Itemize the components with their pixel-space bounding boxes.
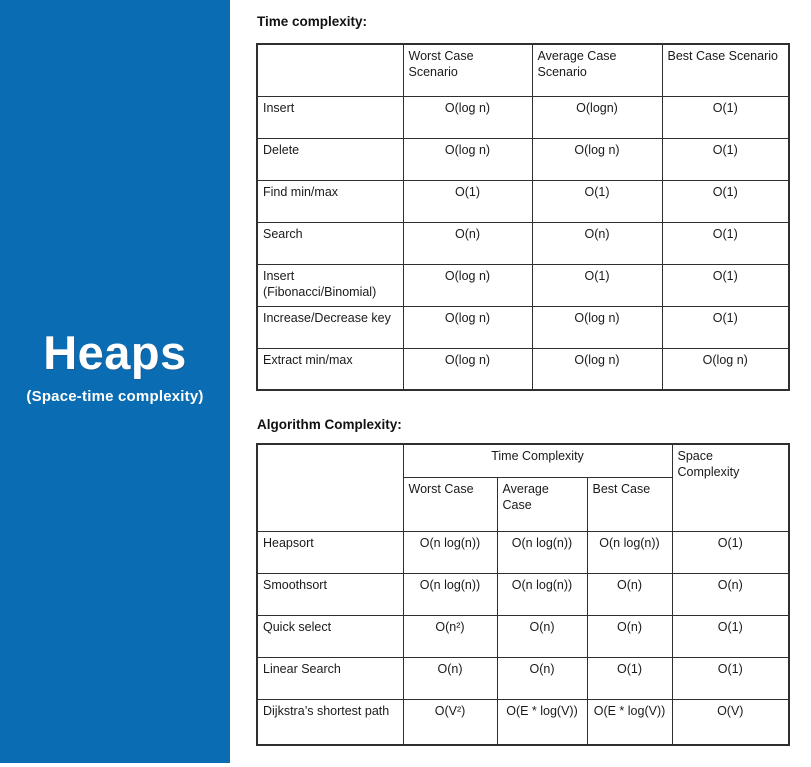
cell-value: O(1) xyxy=(672,657,789,699)
cell-value: O(n log(n)) xyxy=(497,531,587,573)
row-label: Quick select xyxy=(257,615,403,657)
cell-value: O(log n) xyxy=(403,138,532,180)
col-header-label: Average Case xyxy=(502,481,549,512)
col-header-average-case-scenario xyxy=(532,44,662,96)
cell-value: O(n) xyxy=(587,573,672,615)
cell-value: O(1) xyxy=(662,180,789,222)
table-row xyxy=(257,222,789,264)
col-group-time-complexity: Time Complexity xyxy=(403,444,672,477)
cell-value: O(log n) xyxy=(532,138,662,180)
table-row xyxy=(257,531,789,573)
group-header-row xyxy=(257,444,789,477)
cell-value: O(1) xyxy=(662,306,789,348)
col-header-best-case xyxy=(587,477,672,531)
sidebar-text-block xyxy=(0,328,230,405)
header-row xyxy=(257,44,789,96)
cell-value: O(n) xyxy=(403,657,497,699)
cell-value: O(n²) xyxy=(403,615,497,657)
cell-value: O(n log(n)) xyxy=(403,531,497,573)
algorithm-table-heading: Algorithm Complexity: xyxy=(257,417,402,432)
row-label: Search xyxy=(257,222,403,264)
row-label: Extract min/max xyxy=(257,348,403,390)
col-header-label: Space Complexity xyxy=(677,449,740,480)
row-label: Dijkstra’s shortest path xyxy=(257,699,403,745)
cell-value: O(1) xyxy=(662,138,789,180)
row-label: Insert xyxy=(257,96,403,138)
row-label: Insert (Fibonacci/Binomial) xyxy=(257,264,403,306)
cell-value: O(n) xyxy=(532,222,662,264)
cell-value: O(n log(n)) xyxy=(497,573,587,615)
table-row xyxy=(257,264,789,306)
cell-value: O(1) xyxy=(662,264,789,306)
row-label: Linear Search xyxy=(257,657,403,699)
cell-value: O(1) xyxy=(672,531,789,573)
cell-value: O(log n) xyxy=(662,348,789,390)
table-row xyxy=(257,573,789,615)
algorithm-complexity-table xyxy=(256,443,790,746)
cell-value: O(n) xyxy=(497,615,587,657)
cell-value: O(1) xyxy=(672,615,789,657)
cell-value: O(n) xyxy=(672,573,789,615)
table-row xyxy=(257,699,789,745)
cell-value: O(n log(n)) xyxy=(403,573,497,615)
cell-value: O(1) xyxy=(532,264,662,306)
cell-value: O(n) xyxy=(403,222,532,264)
row-label: Find min/max xyxy=(257,180,403,222)
col-header-label: Best Case xyxy=(592,481,651,496)
cell-value: O(1) xyxy=(662,96,789,138)
col-header-label: Worst Case xyxy=(408,481,474,496)
col-header-worst-case-scenario xyxy=(403,44,532,96)
row-label: Heapsort xyxy=(257,531,403,573)
cell-value: O(1) xyxy=(662,222,789,264)
table-row xyxy=(257,657,789,699)
col-header-label: Worst Case Scenario xyxy=(408,49,474,80)
cell-value: O(E * log(V)) xyxy=(497,699,587,745)
cell-value: O(log n) xyxy=(403,96,532,138)
cell-value: O(n) xyxy=(587,615,672,657)
row-label: Delete xyxy=(257,138,403,180)
cell-value: O(log n) xyxy=(532,306,662,348)
table-row xyxy=(257,348,789,390)
cell-value: O(log n) xyxy=(403,348,532,390)
table-row xyxy=(257,138,789,180)
row-label: Increase/Decrease key xyxy=(257,306,403,348)
time-table-heading: Time complexity: xyxy=(257,14,368,29)
table-row xyxy=(257,306,789,348)
table-row xyxy=(257,180,789,222)
cell-value: O(log n) xyxy=(532,348,662,390)
col-header-worst-case xyxy=(403,477,497,531)
cell-value: O(n log(n)) xyxy=(587,531,672,573)
col-header-average-case xyxy=(497,477,587,531)
time-complexity-table xyxy=(256,43,790,391)
col-header-label: Average Case Scenario xyxy=(537,49,617,80)
col-header-best-case-scenario xyxy=(662,44,789,96)
cell-value: O(1) xyxy=(587,657,672,699)
cell-value: O(V) xyxy=(672,699,789,745)
corner-cell xyxy=(257,44,403,96)
table-row xyxy=(257,615,789,657)
cell-value: O(V²) xyxy=(403,699,497,745)
col-header-space-complexity xyxy=(672,444,789,531)
row-label: Smoothsort xyxy=(257,573,403,615)
corner-cell xyxy=(257,444,403,531)
cell-value: O(1) xyxy=(403,180,532,222)
cell-value: O(1) xyxy=(532,180,662,222)
cell-value: O(log n) xyxy=(403,306,532,348)
cell-value: O(log n) xyxy=(403,264,532,306)
cell-value: O(E * log(V)) xyxy=(587,699,672,745)
cell-value: O(n) xyxy=(497,657,587,699)
page-subtitle: (Space-time complexity) xyxy=(26,388,204,406)
table-row xyxy=(257,96,789,138)
col-header-label: Best Case Scenario xyxy=(667,49,778,63)
sidebar xyxy=(0,0,230,763)
cell-value: O(logn) xyxy=(532,96,662,138)
page-title: Heaps xyxy=(43,326,187,379)
